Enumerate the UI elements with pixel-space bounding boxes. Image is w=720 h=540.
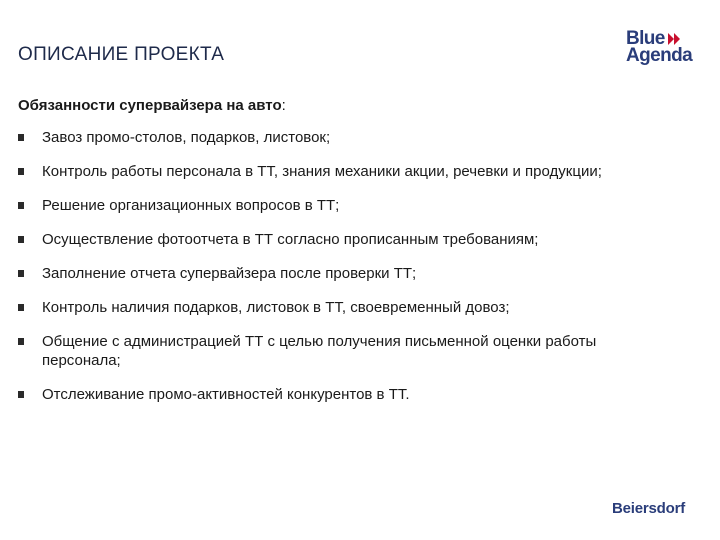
subtitle-text: Обязанности супервайзера на авто — [18, 97, 282, 114]
blue-agenda-logo — [626, 30, 706, 70]
list-item-text: Контроль наличия подарков, листовок в ТТ, своевременный довоз; — [42, 299, 510, 316]
bullet-icon — [18, 168, 24, 175]
list-item — [18, 332, 678, 370]
page-title: ОПИСАНИЕ ПРОЕКТА — [18, 44, 225, 65]
bullet-icon — [18, 202, 24, 209]
duties-list — [18, 128, 678, 404]
list-item — [18, 298, 678, 317]
list-item — [18, 162, 678, 181]
list-item-text: Общение с администрацией ТТ с целью получения письменной оценки работы персонала; — [42, 333, 597, 369]
list-item-text: Завоз промо-столов, подарков, листовок; — [42, 129, 331, 146]
bullet-icon — [18, 236, 24, 243]
list-item-text: Заполнение отчета супервайзера после проверки ТТ; — [42, 265, 417, 282]
beiersdorf-logo: Beiersdorf — [612, 500, 686, 517]
list-item — [18, 230, 678, 249]
list-item-text: Контроль работы персонала в ТТ, знания механики акции, речевки и продукции; — [42, 163, 602, 180]
logo-word-blue: Blue — [626, 28, 665, 49]
bullet-icon — [18, 134, 24, 141]
list-item — [18, 128, 678, 147]
list-item — [18, 196, 678, 215]
list-item-text: Отслеживание промо-активностей конкурентов в ТТ. — [42, 386, 410, 403]
bullet-icon — [18, 391, 24, 398]
bullet-icon — [18, 338, 24, 345]
section-subtitle — [18, 97, 286, 114]
list-item — [18, 385, 678, 404]
bullet-icon — [18, 270, 24, 277]
bullet-icon — [18, 304, 24, 311]
list-item — [18, 264, 678, 283]
list-item-text: Решение организационных вопросов в ТТ; — [42, 197, 340, 214]
logo-word-agenda: Agenda — [626, 45, 693, 66]
double-arrow-icon — [668, 33, 682, 45]
subtitle-colon: : — [281, 97, 286, 114]
list-item-text: Осуществление фотоотчета в ТТ согласно прописанным требованиям; — [42, 231, 539, 248]
